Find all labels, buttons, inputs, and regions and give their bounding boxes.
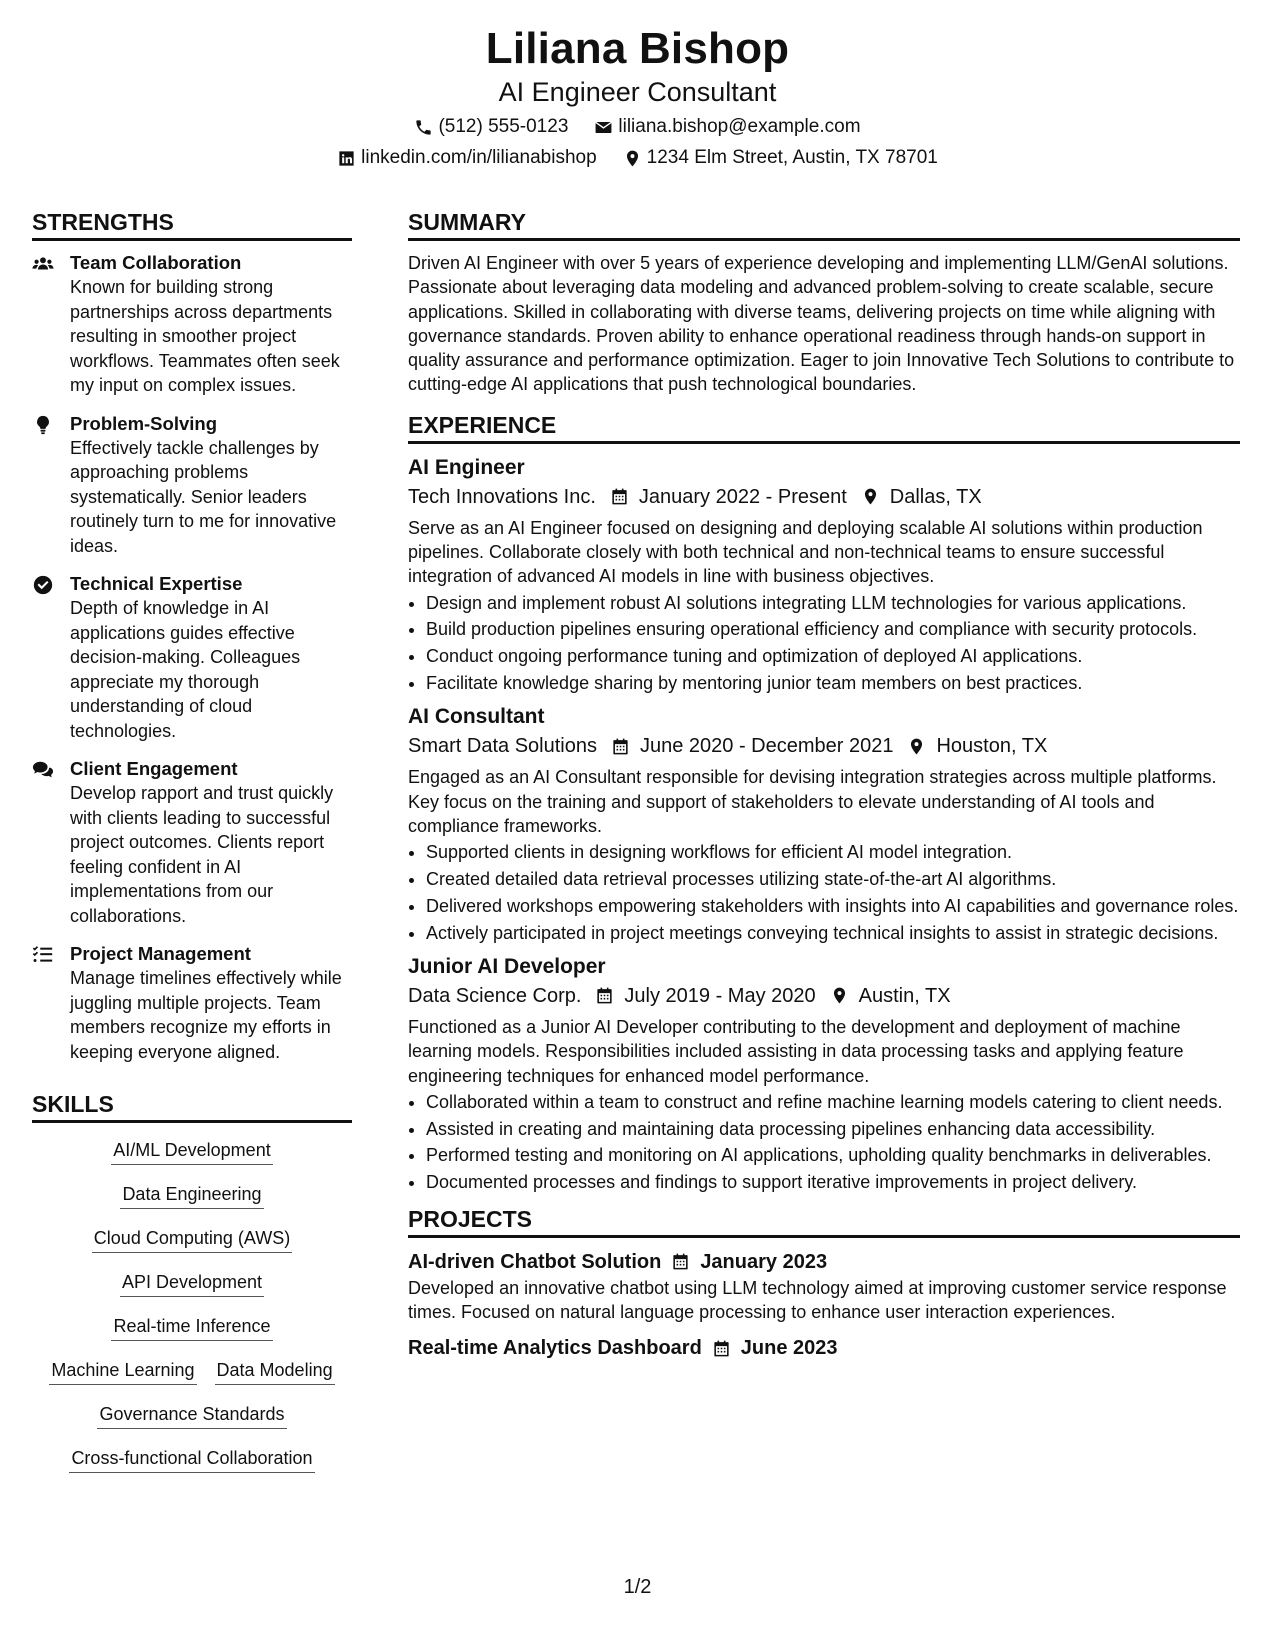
skill-tag: Data Modeling	[215, 1359, 335, 1385]
job-location: Austin, TX	[858, 984, 951, 1007]
project-description: Developed an innovative chatbot using LLM technology aimed at improving customer service response times. Focused on natural language processing to enhance user interaction experiences.	[408, 1277, 1227, 1322]
strength-item	[32, 572, 352, 743]
strength-title: Team Collaboration	[70, 252, 242, 273]
job-bullet: • Actively participated in project meetings conveying technical insights to assist in strategic decisions.	[426, 921, 1240, 945]
skill-tag: Machine Learning	[49, 1359, 196, 1385]
job-title: AI Engineer	[408, 455, 525, 479]
job-dates: July 2019 - May 2020	[624, 984, 816, 1007]
email-contact[interactable]	[594, 115, 860, 139]
job-dates: June 2020 - December 2021	[639, 735, 894, 758]
phone-icon	[414, 118, 433, 137]
skill-tag: API Development	[120, 1271, 264, 1297]
address-contact	[623, 146, 938, 170]
project-entry	[408, 1334, 1240, 1362]
experience-heading: EXPERIENCE	[408, 411, 1240, 444]
job-location: Houston, TX	[936, 735, 1048, 758]
project-entry	[408, 1248, 1240, 1325]
job-meta	[408, 482, 1240, 512]
map-marker-icon	[623, 149, 642, 168]
right-column	[408, 208, 1240, 1362]
job-bullet: • Design and implement robust AI solutions integrating LLM technologies for various applications.	[426, 591, 1240, 615]
skill-tag: AI/ML Development	[111, 1139, 272, 1165]
skill-row	[32, 1447, 352, 1473]
job-entry	[408, 953, 1240, 1195]
project-date: January 2023	[700, 1250, 828, 1273]
strength-item	[32, 942, 352, 1064]
list-check-icon	[32, 944, 54, 966]
calendar-icon	[595, 986, 614, 1005]
phone-text: (512) 555-0123	[438, 116, 569, 137]
job-description: Engaged as an AI Consultant responsible for devising integration strategies across multiple platforms. Key focus on the training and support of stakeholders to elevate understanding of AI tools and compliance frameworks.	[408, 767, 1217, 836]
calendar-icon	[712, 1339, 731, 1358]
linkedin-icon	[337, 149, 356, 168]
strength-desc: Develop rapport and trust quickly with clients leading to successful project outcomes. Clients report feeling confident in AI implementations from our collaborations.	[70, 783, 334, 926]
project-date: June 2023	[740, 1337, 838, 1360]
strength-title: Client Engagement	[70, 758, 238, 779]
job-bullet: • Conduct ongoing performance tuning and optimization of deployed AI applications.	[426, 644, 1240, 668]
job-meta	[408, 731, 1240, 761]
comments-icon	[32, 759, 54, 781]
page-number: 1/2	[623, 1576, 652, 1598]
job-bullets	[408, 840, 1240, 945]
resume-header	[0, 22, 1275, 170]
candidate-title: AI Engineer Consultant	[498, 77, 777, 107]
skills-list	[32, 1133, 352, 1473]
job-meta	[408, 981, 1240, 1011]
skills-section	[32, 1090, 352, 1473]
company-name: Data Science Corp.	[408, 984, 582, 1007]
linkedin-text[interactable]: linkedin.com/in/lilianabishop	[361, 147, 597, 168]
map-marker-icon	[830, 986, 849, 1005]
users-icon	[32, 253, 54, 275]
strengths-heading: STRENGTHS	[32, 208, 352, 241]
calendar-icon	[611, 737, 630, 756]
job-bullets	[408, 591, 1240, 696]
lightbulb-icon	[32, 414, 54, 436]
left-column	[32, 208, 352, 1473]
project-title: AI-driven Chatbot Solution	[408, 1250, 662, 1273]
job-bullets	[408, 1090, 1240, 1195]
contact-row-2	[0, 146, 1275, 170]
strength-title: Technical Expertise	[70, 573, 243, 594]
strength-desc: Effectively tackle challenges by approaching problems systematically. Senior leaders routinely turn to me for innovative ideas.	[70, 437, 337, 556]
strength-title: Problem-Solving	[70, 412, 217, 434]
calendar-icon	[610, 487, 629, 506]
project-header	[408, 1248, 1240, 1276]
phone-contact	[414, 115, 568, 139]
project-header	[408, 1334, 1240, 1362]
skill-row	[32, 1403, 352, 1429]
skills-heading: SKILLS	[32, 1090, 352, 1123]
job-bullet: • Facilitate knowledge sharing by mentoring junior team members on best practices.	[426, 671, 1240, 695]
job-bullet: • Created detailed data retrieval processes utilizing state-of-the-art AI algorithms.	[426, 867, 1240, 891]
job-bullet: • Delivered workshops empowering stakeholders with insights into AI capabilities and governance roles.	[426, 894, 1240, 918]
strength-item	[32, 757, 352, 928]
check-circle-icon	[32, 574, 54, 596]
skill-tag: Real-time Inference	[111, 1315, 272, 1341]
job-title: Junior AI Developer	[408, 954, 606, 978]
strength-desc: Manage timelines effectively while juggling multiple projects. Team members recognize my efforts in keeping everyone aligned.	[70, 968, 342, 1062]
skill-tag: Data Engineering	[120, 1183, 263, 1209]
skill-tag: Cross-functional Collaboration	[69, 1447, 314, 1473]
company-name: Smart Data Solutions	[408, 735, 597, 758]
job-bullet: • Build production pipelines ensuring operational efficiency and compliance with security protocols.	[426, 617, 1240, 641]
skill-row	[32, 1227, 352, 1253]
job-title: AI Consultant	[408, 705, 545, 729]
linkedin-contact[interactable]	[337, 146, 597, 170]
skill-row	[32, 1359, 352, 1385]
map-marker-icon	[861, 487, 880, 506]
skill-row	[32, 1315, 352, 1341]
email-text[interactable]: liliana.bishop@example.com	[618, 116, 861, 137]
company-name: Tech Innovations Inc.	[408, 485, 596, 508]
strength-desc: Known for building strong partnerships across departments resulting in smoother project workflows. Teammates often seek my input on complex issues.	[70, 277, 340, 395]
job-location: Dallas, TX	[889, 485, 982, 508]
address-text: 1234 Elm Street, Austin, TX 78701	[646, 147, 938, 168]
skill-tag: Governance Standards	[97, 1403, 286, 1429]
job-entry	[408, 703, 1240, 945]
skill-row	[32, 1139, 352, 1165]
job-bullet: • Supported clients in designing workflows for efficient AI model integration.	[426, 840, 1240, 864]
skill-row	[32, 1183, 352, 1209]
summary-text: Driven AI Engineer with over 5 years of experience developing and implementing LLM/GenAI solutions. Passionate about leveraging data modeling and advanced problem-solving to create scalable, secure applications. Skilled in collaborating with diverse teams, delivering projects on time while aligning with governance standards. Proven ability to enhance operational readiness through hands-on support in quality assurance and performance optimization. Eager to join Innovative Tech Solutions to contribute to cutting-edge AI applications that push technological boundaries.	[408, 253, 1235, 395]
strength-desc: Depth of knowledge in AI applications guides effective decision-making. Colleagues appreciate my thorough understanding of cloud technologies.	[70, 598, 301, 741]
job-description: Functioned as a Junior AI Developer contributing to the development and deployment of machine learning models. Responsibilities included assisting in data processing tasks and applying feature engineering techniques for enhanced model performance.	[408, 1016, 1184, 1086]
job-dates: January 2022 - Present	[638, 485, 847, 508]
map-marker-icon	[907, 737, 926, 756]
envelope-icon	[594, 118, 613, 137]
calendar-icon	[671, 1252, 690, 1271]
job-bullet: • Performed testing and monitoring on AI applications, upholding quality benchmarks in deliverables.	[426, 1143, 1240, 1167]
strength-title: Project Management	[70, 943, 251, 964]
job-entry	[408, 454, 1240, 696]
skill-tag: Cloud Computing (AWS)	[92, 1227, 292, 1253]
projects-heading: PROJECTS	[408, 1205, 1240, 1238]
skill-row	[32, 1271, 352, 1297]
strength-item	[32, 251, 352, 398]
summary-heading: SUMMARY	[408, 208, 1240, 241]
job-bullet: • Documented processes and findings to support iterative improvements in project delivery.	[426, 1170, 1240, 1194]
job-bullet: • Assisted in creating and maintaining data processing pipelines enhancing data accessibility.	[426, 1117, 1240, 1141]
project-title: Real-time Analytics Dashboard	[408, 1337, 702, 1360]
contact-row-1	[0, 115, 1275, 139]
candidate-name: Liliana Bishop	[485, 24, 790, 73]
strength-item	[32, 412, 352, 559]
job-bullet: • Collaborated within a team to construct and refine machine learning models catering to client needs.	[426, 1090, 1240, 1114]
job-description: Serve as an AI Engineer focused on designing and deploying scalable AI solutions within production pipelines. Collaborate closely with both technical and non-technical teams to ensure successful integration of advanced AI models in line with business objectives.	[408, 517, 1203, 587]
